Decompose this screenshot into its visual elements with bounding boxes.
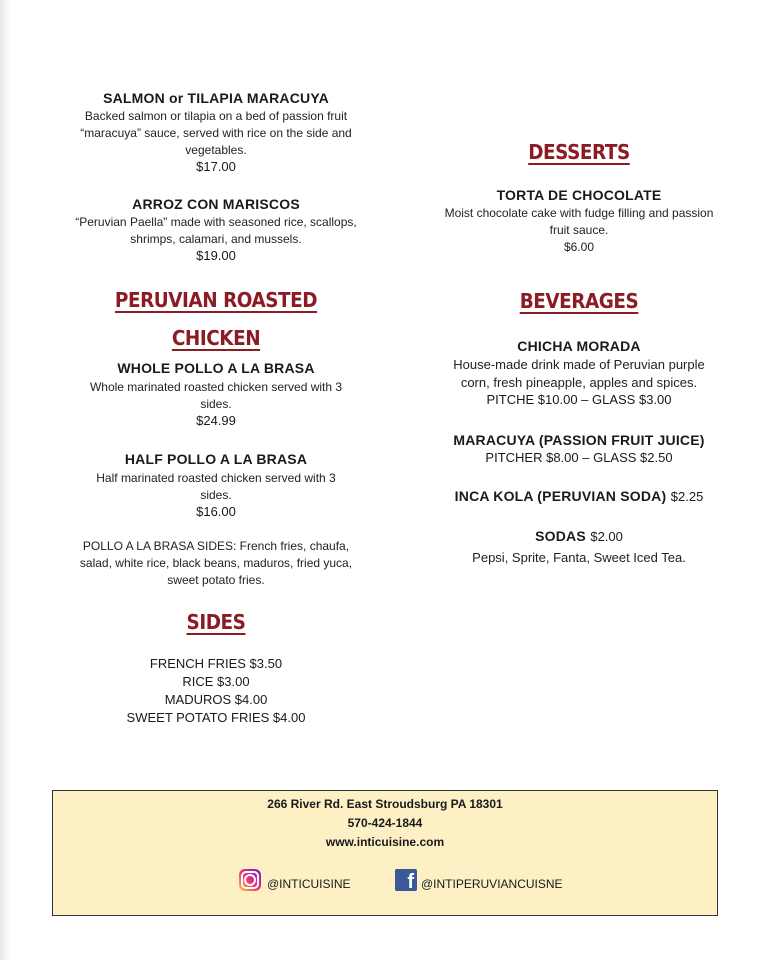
menu-item-sodas [438,528,720,566]
item-name: SODAS [535,528,586,544]
sides-note-text: POLLO A LA BRASA SIDES: French fries, chaufa, salad, white rice, black beans, maduros, fried yuca, sweet potato fries. [79,539,353,587]
instagram-icon [239,869,261,891]
menu-item-salmon [70,90,362,174]
item-name: ARROZ CON MARISCOS [132,196,300,212]
facebook-text: @INTIPERUVIANCUISNE [421,877,563,891]
item-description: Backed salmon or tilapia on a bed of passion fruit “maracuya” sauce, served with rice on the side and vegetables. [80,109,352,157]
instagram-text: @INTICUISINE [267,877,351,891]
list-item: MADUROS $4.00 [164,692,268,707]
address: 266 River Rd. East Stroudsburg PA 18301 [267,797,503,811]
menu-item-arroz [70,196,362,263]
section-heading-chicken-2: CHICKEN [171,326,261,350]
item-description: House-made drink made of Peruvian purple corn, fresh pineapple, apples and spices. [453,357,705,390]
item-name: WHOLE POLLO A LA BRASA [117,360,315,376]
sides-note [70,538,362,589]
section-heading-chicken-1: PERUVIAN ROASTED [114,288,318,312]
list-item: SWEET POTATO FRIES $4.00 [126,710,306,725]
instagram-handle[interactable] [239,869,351,891]
section-heading-beverages: BEVERAGES [519,289,639,313]
item-description: Whole marinated roasted chicken served with 3 sides. [89,380,343,411]
item-price: $6.00 [563,240,595,254]
item-price: PITCHE $10.00 – GLASS $3.00 [486,392,672,407]
menu-item-inca-kola [438,488,720,506]
item-name: TORTA DE CHOCOLATE [496,187,662,203]
facebook-icon: f [395,869,417,891]
contact-footer [52,790,718,916]
item-price: $19.00 [196,248,236,263]
phone: 570-424-1844 [347,816,423,830]
item-price: $17.00 [196,159,236,174]
item-name: HALF POLLO A LA BRASA [124,451,308,467]
menu-item-chicha [438,338,720,407]
item-description: “Peruvian Paella” made with seasoned rice, scallops, shrimps, calamari, and mussels. [75,215,357,246]
menu-item-torta [438,187,720,256]
item-description: Half marinated roasted chicken served with 3 sides. [96,471,336,502]
item-price: PITCHER $8.00 – GLASS $2.50 [485,450,673,465]
menu-item-half-pollo [70,451,362,519]
item-name: SALMON or TILAPIA MARACUYA [103,90,329,106]
page-edge [0,0,10,960]
list-item: FRENCH FRIES $3.50 [149,656,283,671]
menu-item-whole-pollo [70,360,362,428]
item-price: $16.00 [196,504,236,519]
item-price: $2.25 [670,489,704,504]
item-price: $2.00 [590,529,623,544]
section-heading-desserts: DESSERTS [528,140,630,164]
item-description: Pepsi, Sprite, Fanta, Sweet Iced Tea. [472,550,686,565]
menu-item-maracuya-juice [438,432,720,465]
item-price: $24.99 [196,413,236,428]
item-name: CHICHA MORADA [517,338,641,354]
item-description: Moist chocolate cake with fudge filling and passion fruit sauce. [444,206,714,237]
facebook-handle[interactable] [395,869,563,891]
sides-list [70,655,362,727]
item-name: MARACUYA (PASSION FRUIT JUICE) [453,432,705,448]
item-name: INCA KOLA (PERUVIAN SODA) [454,488,667,504]
list-item: RICE $3.00 [182,674,250,689]
website-link[interactable]: www.inticuisine.com [325,835,445,849]
section-heading-sides: SIDES [186,610,246,634]
